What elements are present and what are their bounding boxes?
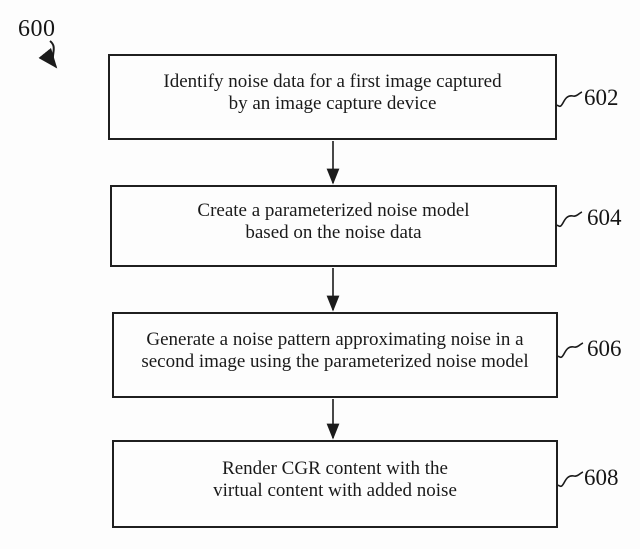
step-box-602 xyxy=(108,54,557,140)
step-text-line: Generate a noise pattern approximating noise in a xyxy=(146,328,524,350)
ref-label-606: 606 xyxy=(587,336,622,361)
step-box-608 xyxy=(112,440,558,528)
step-text-line: Render CGR content with the xyxy=(222,457,448,479)
step-text-line: second image using the parameterized noise model xyxy=(141,351,529,372)
leader-line-604 xyxy=(557,212,582,226)
figure-number-label: 600 xyxy=(18,16,56,42)
step-box-604 xyxy=(110,185,557,267)
step-text-line: by an image capture device xyxy=(228,93,437,114)
leader-line-602 xyxy=(557,92,582,106)
step-text-line: virtual content with added noise xyxy=(213,480,457,501)
step-text-line: Create a parameterized noise model xyxy=(197,199,470,221)
ref-label-604: 604 xyxy=(587,205,622,230)
leader-line-608 xyxy=(558,472,583,486)
figure-pointer-arrow xyxy=(50,41,56,67)
step-box-606 xyxy=(112,312,558,398)
ref-label-602: 602 xyxy=(584,85,619,110)
leader-line-606 xyxy=(558,343,583,357)
step-text-line: Identify noise data for a first image captured xyxy=(163,70,502,92)
step-text-line: based on the noise data xyxy=(245,222,422,243)
ref-label-608: 608 xyxy=(584,465,619,490)
